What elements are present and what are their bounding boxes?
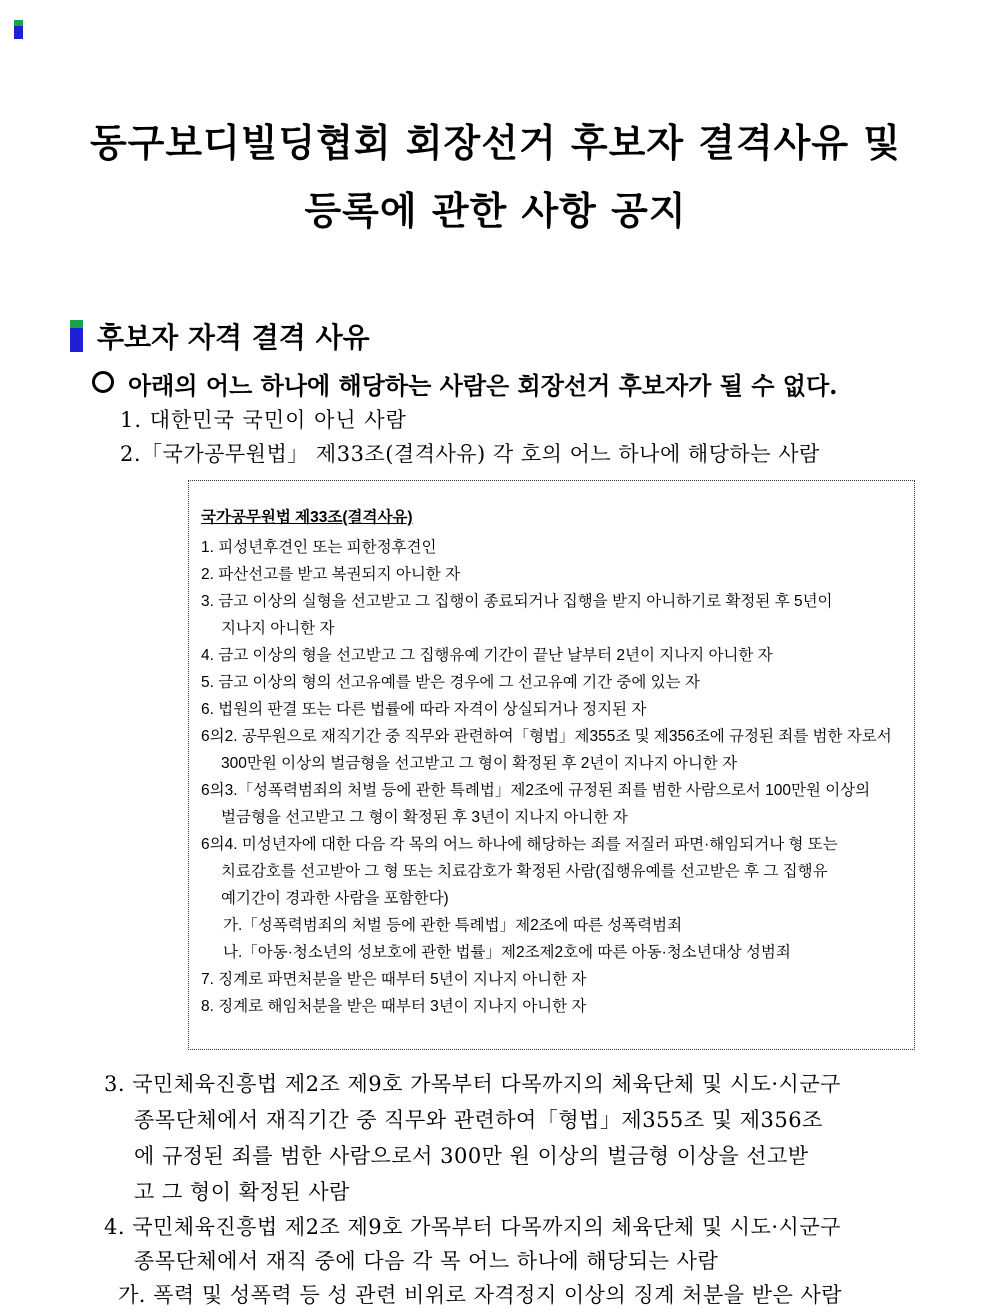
document-title-line1: 동구보디빌딩협회 회장선거 후보자 결격사유 및: [89, 121, 902, 165]
section-bullet-icon: [70, 320, 83, 352]
law-line: 3. 금고 이상의 실형을 선고받고 그 집행이 종료되거나 집행을 받지 아니하기로 확정된 후 5년이: [201, 593, 833, 610]
item-3: [104, 1066, 841, 1210]
item-4-line: 4. 국민체육진흥법 제2조 제9호 가목부터 다목까지의 체육단체 및 시도·시군구: [104, 1215, 841, 1239]
law-line: 300만원 이상의 벌금형을 선고받고 그 형이 확정된 후 2년이 지나지 아니한 자: [221, 755, 738, 772]
law-line: 2. 파산선고를 받고 복권되지 아니한 자: [201, 566, 461, 583]
item-4-subitem: 가. 폭력 및 성폭력 등 성 관련 비위로 자격정지 이상의 징계 처분을 받은 사람: [118, 1283, 843, 1307]
item-3-line: 3. 국민체육진흥법 제2조 제9호 가목부터 다목까지의 체육단체 및 시도·시군구: [104, 1072, 841, 1096]
law-line: 6의2. 공무원으로 재직기간 중 직무와 관련하여「형법」제355조 및 제356조에 규정된 죄를 범한 자로서: [201, 728, 892, 745]
law-subitem: 가.「성폭력범죄의 처벌 등에 관한 특례법」제2조에 따른 성폭력범죄: [223, 917, 683, 934]
law-line: 8. 징계로 해임처분을 받은 때부터 3년이 지나지 아니한 자: [201, 998, 587, 1015]
law-line: 6의3.「성폭력범죄의 처벌 등에 관한 특례법」제2조에 규정된 죄를 범한 사람으로서 100만원 이상의: [201, 782, 871, 799]
law-line: 6. 법원의 판결 또는 다른 법률에 따라 자격이 상실되거나 정지된 자: [201, 701, 647, 718]
item-3-line: 고 그 형이 확정된 사람: [134, 1180, 350, 1204]
law-line: 지나지 아니한 자: [221, 620, 335, 637]
law-line: 벌금형을 선고받고 그 형이 확정된 후 3년이 지나지 아니한 자: [221, 809, 628, 826]
item-4: [104, 1210, 842, 1312]
law-line: 예기간이 경과한 사람을 포함한다): [221, 890, 449, 907]
law-line: 6의4. 미성년자에 대한 다음 각 목의 어느 하나에 해당하는 죄를 저질러 파면·해임되거나 형 또는: [201, 836, 838, 853]
law-line: 4. 금고 이상의 형을 선고받고 그 집행유예 기간이 끝난 날부터 2년이 지나지 아니한 자: [201, 647, 773, 664]
law-subitem: 나.「아동·청소년의 성보호에 관한 법률」제2조제2호에 따른 아동·청소년대상 성범죄: [223, 944, 791, 961]
circle-bullet-icon: [92, 371, 114, 393]
law-line: 7. 징계로 파면처분을 받은 때부터 5년이 지나지 아니한 자: [201, 971, 587, 988]
item-3-line: 에 규정된 죄를 범한 사람으로서 300만 원 이상의 벌금형 이상을 선고받: [134, 1144, 809, 1168]
item-1: 1. 대한민국 국민이 아닌 사람: [120, 408, 407, 432]
item-2: 2.「국가공무원법」 제33조(결격사유) 각 호의 어느 하나에 해당하는 사람: [120, 442, 820, 466]
section-heading: [70, 316, 370, 356]
item-4-line: 종목단체에서 재직 중에 다음 각 목 어느 하나에 해당되는 사람: [134, 1249, 719, 1273]
lead-statement: [92, 366, 838, 401]
law-excerpt-box: [188, 480, 915, 1050]
section-heading-text: 후보자 자격 결격 사유: [97, 321, 370, 354]
law-line: 5. 금고 이상의 형의 선고유예를 받은 경우에 그 선고유예 기간 중에 있는 자: [201, 674, 700, 691]
law-line: 치료감호를 선고받아 그 형 또는 치료감호가 확정된 사람(집행유예를 선고받은 후 그 집행유: [221, 863, 828, 880]
lead-text: 아래의 어느 하나에 해당하는 사람은 회장선거 후보자가 될 수 없다.: [128, 371, 838, 400]
corner-marker: [14, 20, 23, 39]
item-3-line: 종목단체에서 재직기간 중 직무와 관련하여「형법」제355조 및 제356조: [134, 1108, 823, 1132]
law-excerpt-title: 국가공무원법 제33조(결격사유): [201, 509, 413, 526]
law-line: 1. 피성년후견인 또는 피한정후견인: [201, 539, 437, 556]
document-title-line2: 등록에 관한 사항 공지: [304, 189, 687, 233]
